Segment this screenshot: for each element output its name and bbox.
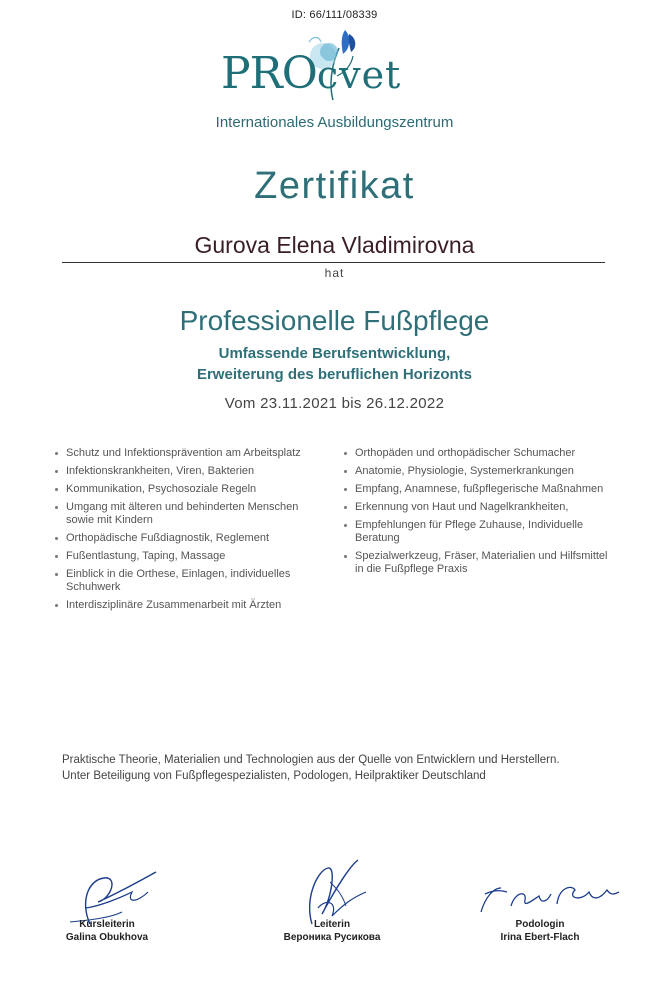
list-item: Umgang mit älteren und behinderten Menschen sowie mit Kindern xyxy=(52,501,322,527)
signature-3-text xyxy=(465,918,615,944)
logo-part-pro: PRO xyxy=(221,48,317,99)
organization-subtitle: Internationales Ausbildungszentrum xyxy=(215,114,454,131)
list-item: Orthopäden und orthopädischer Schumacher xyxy=(341,447,611,460)
signature-2-name: Вероника Русикова xyxy=(283,932,381,943)
name-underline xyxy=(62,262,605,263)
certificate-id: ID: 66/111/08339 xyxy=(291,9,378,21)
topics-list-right xyxy=(341,447,611,581)
list-item: Kommunikation, Psychosoziale Regeln xyxy=(52,483,322,496)
list-item: Fußentlastung, Taping, Massage xyxy=(52,550,322,563)
course-title: Professionelle Fußpflege xyxy=(179,305,490,336)
list-item: Spezialwerkzeug, Fräser, Materialien und Hilfsmittel in die Fußpflege Praxis xyxy=(341,550,611,576)
signature-3-role: Podologin xyxy=(515,919,565,930)
list-item: Schutz und Infektionsprävention am Arbeitsplatz xyxy=(52,447,322,460)
footer-notes xyxy=(62,752,622,784)
signature-3-graphic xyxy=(471,878,621,918)
footer-line2: Unter Beteiligung von Fußpflegespezialisten, Podologen, Heilpraktiker Deutschland xyxy=(62,770,486,782)
signature-1-text xyxy=(42,918,172,944)
list-item: Empfang, Anamnese, fußpflegerische Maßnahmen xyxy=(341,483,611,496)
logo-wordmark xyxy=(221,48,401,99)
list-item: Infektionskrankheiten, Viren, Bakterien xyxy=(52,465,322,478)
signature-1-role: Kursleiterin xyxy=(79,919,135,930)
signature-2-role: Leiterin xyxy=(313,919,351,930)
course-subtitle-line1: Umfassende Berufsentwicklung, xyxy=(218,345,451,362)
signature-block-1 xyxy=(42,862,172,972)
signature-block-2 xyxy=(262,858,402,968)
recipient-name: Gurova Elena Vladimirovna xyxy=(194,232,475,258)
certificate-title: Zertifikat xyxy=(254,165,415,207)
list-item: Erkennung von Haut und Nagelkrankheiten, xyxy=(341,501,611,514)
topics-list-left xyxy=(52,447,322,617)
signature-1-name: Galina Obukhova xyxy=(65,932,149,943)
list-item: Orthopädische Fußdiagnostik, Reglement xyxy=(52,532,322,545)
course-subtitle-line2: Erweiterung des beruflichen Horizonts xyxy=(196,366,473,383)
course-dates: Vom 23.11.2021 bis 26.12.2022 xyxy=(224,395,445,412)
logo-part-cvet: cvet xyxy=(316,53,402,97)
signature-3-name: Irina Ebert-Flach xyxy=(500,932,580,943)
list-item: Interdisziplinäre Zusammenarbeit mit Ärzten xyxy=(52,599,322,612)
signature-block-3 xyxy=(465,878,615,968)
list-item: Empfehlungen für Pflege Zuhause, Individuelle Beratung xyxy=(341,519,611,545)
list-item: Einblick in die Orthese, Einlagen, individuelles Schuhwerk xyxy=(52,568,322,594)
procvet-logo xyxy=(215,26,455,108)
list-item: Anatomie, Physiologie, Systemerkrankungen xyxy=(341,465,611,478)
footer-line1: Praktische Theorie, Materialien und Technologien aus der Quelle von Entwicklern und Herstellern. xyxy=(62,754,560,766)
connector-word: hat xyxy=(324,266,345,280)
course-subtitle xyxy=(0,343,669,385)
signature-2-text xyxy=(262,918,402,944)
